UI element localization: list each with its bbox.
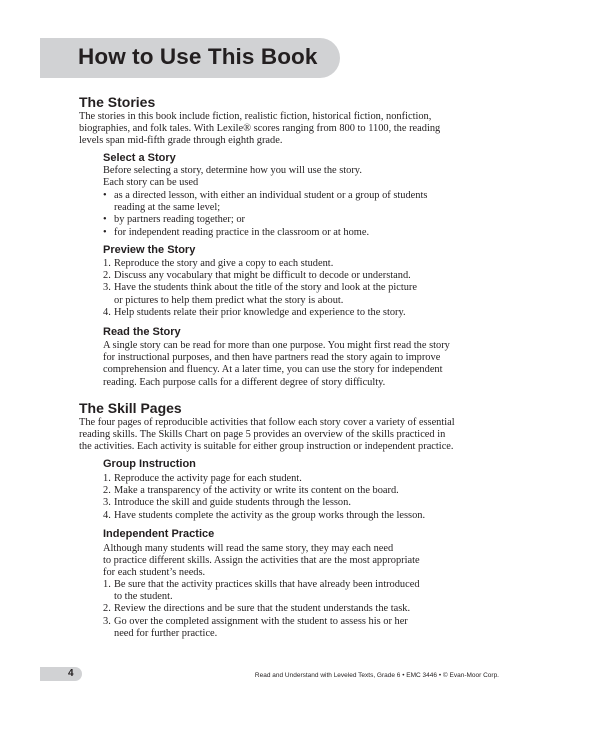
list-item-text: Go over the completed assignment with the student to assess his or her xyxy=(114,615,408,627)
skills-intro-line: The four pages of reproducible activities that follow each story cover a variety of essential xyxy=(79,417,455,428)
list-number: 2. xyxy=(103,485,111,497)
list-item-text: by partners reading together; or xyxy=(114,214,245,226)
list-item xyxy=(103,579,420,603)
list-number: 1. xyxy=(103,579,111,590)
skills-heading: The Skill Pages xyxy=(79,400,182,416)
list-number: 1. xyxy=(103,473,111,484)
list-item-text: as a directed lesson, with either an individual student or a group of students xyxy=(114,190,428,201)
read-story-text xyxy=(103,340,450,389)
list-item-text: for independent reading practice in the classroom or at home. xyxy=(114,226,370,238)
list-item xyxy=(103,603,420,615)
list-item xyxy=(103,282,417,306)
list-item xyxy=(103,485,425,497)
independent-intro-line: Although many students will read the same story, they may each need xyxy=(103,543,394,554)
independent-practice-list xyxy=(103,579,420,640)
list-number: 2. xyxy=(103,270,111,282)
independent-intro xyxy=(103,543,420,580)
list-number: 3. xyxy=(103,615,111,627)
list-number: 4. xyxy=(103,306,111,318)
stories-intro-line: biographies, and folk tales. With Lexile® scores ranging from 800 to 1100, the reading xyxy=(79,123,441,135)
preview-story-heading: Preview the Story xyxy=(103,244,196,256)
title-banner xyxy=(40,38,340,78)
list-item xyxy=(103,190,427,214)
select-story-heading: Select a Story xyxy=(103,152,176,164)
list-item-text: or pictures to help them predict what the story is about. xyxy=(114,294,344,306)
skills-intro-line: reading skills. The Skills Chart on page 5 provides an overview of the skills practiced in xyxy=(79,429,446,441)
list-item xyxy=(103,510,425,522)
list-item-text: Be sure that the activity practices skills that have already been introduced xyxy=(114,579,420,590)
select-story-intro xyxy=(103,165,362,189)
list-item xyxy=(103,270,417,282)
preview-story-list xyxy=(103,258,417,319)
independent-practice-heading: Independent Practice xyxy=(103,528,215,540)
read-text-line: reading. Each purpose calls for a different degree of story difficulty. xyxy=(103,376,386,388)
select-intro-line: Each story can be used xyxy=(103,177,199,189)
stories-intro xyxy=(79,111,440,148)
list-number: 3. xyxy=(103,282,111,294)
read-story-heading: Read the Story xyxy=(103,326,181,338)
list-item-text: Have the students think about the title of the story and look at the picture xyxy=(114,282,417,294)
page-title: How to Use This Book xyxy=(78,44,318,69)
list-number: 2. xyxy=(103,603,111,615)
list-item xyxy=(103,616,420,640)
list-item xyxy=(103,307,417,319)
group-instruction-list xyxy=(103,473,425,522)
list-number: 1. xyxy=(103,258,111,269)
list-item-text: need for further practice. xyxy=(114,627,218,639)
list-item-text: reading at the same level; xyxy=(114,202,221,214)
list-item xyxy=(103,258,417,270)
list-item-text: Discuss any vocabulary that might be difficult to decode or understand. xyxy=(114,270,411,282)
bullet-marker: • xyxy=(103,214,107,226)
read-text-line: for instructional purposes, and then have partners read the story again to improve xyxy=(103,352,441,364)
list-item-text: Reproduce the story and give a copy to each student. xyxy=(114,258,334,269)
list-item-text: Introduce the skill and guide students through the lesson. xyxy=(114,497,351,509)
group-instruction-heading: Group Instruction xyxy=(103,458,196,470)
independent-intro-line: for each student’s needs. xyxy=(103,567,206,579)
stories-heading: The Stories xyxy=(79,94,156,110)
select-intro-line: Before selecting a story, determine how you will use the story. xyxy=(103,165,362,176)
list-item-text: Reproduce the activity page for each student. xyxy=(114,473,302,484)
independent-intro-line: to practice different skills. Assign the activities that are the most appropriate xyxy=(103,555,420,567)
list-item-text: Help students relate their prior knowledge and experience to the story. xyxy=(114,306,406,318)
skills-intro-line: the activities. Each activity is suitable for either group instruction or independent practice. xyxy=(79,441,454,453)
list-number: 3. xyxy=(103,497,111,509)
page-number-tab xyxy=(40,667,82,681)
page-number: 4 xyxy=(68,668,74,679)
read-text-line: A single story can be read for more than one purpose. You might first read the story xyxy=(103,340,450,351)
list-item-text: Have students complete the activity as the group works through the lesson. xyxy=(114,509,426,521)
skills-intro xyxy=(79,417,455,454)
bullet-marker: • xyxy=(103,226,107,238)
stories-intro-line: The stories in this book include fiction, realistic fiction, historical fiction, nonfiction, xyxy=(79,111,432,122)
footer-credit: Read and Understand with Leveled Texts, Grade 6 • EMC 3446 • © Evan-Moor Corp. xyxy=(254,672,499,679)
list-item xyxy=(103,227,427,239)
read-text-line: comprehension and fluency. At a later time, you can use the story for independent xyxy=(103,364,443,376)
list-item-text: Review the directions and be sure that the student understands the task. xyxy=(114,603,411,615)
stories-intro-line: levels span mid-fifth grade through eighth grade. xyxy=(79,135,283,147)
list-item-text: to the student. xyxy=(114,591,173,603)
list-number: 4. xyxy=(103,509,111,521)
bullet-marker: • xyxy=(103,190,107,201)
list-item-text: Make a transparency of the activity or write its content on the board. xyxy=(114,485,399,497)
select-story-list xyxy=(103,190,427,239)
list-item xyxy=(103,473,425,485)
list-item xyxy=(103,214,427,226)
list-item xyxy=(103,497,425,509)
